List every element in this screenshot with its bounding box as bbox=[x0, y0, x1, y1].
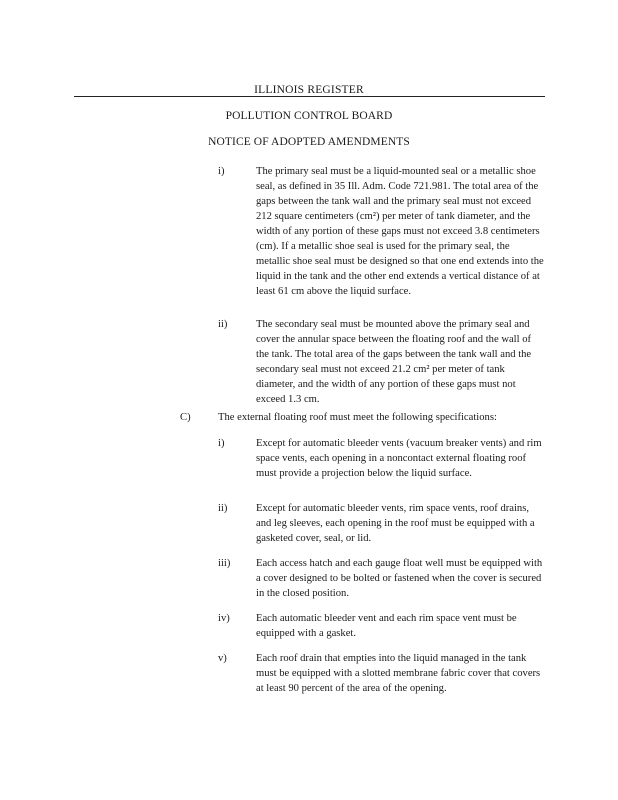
item-text: The secondary seal must be mounted above the primary seal and cover the annular space between the floating roof and the wall of the tank. The total area of the gaps between the tank wall and the secondary seal must not exceed 21.2 cm² per meter of tank diameter, and the width of any portion of these gaps must not exceed 1.3 cm. bbox=[256, 319, 532, 405]
subitem-marker: iv) bbox=[218, 613, 230, 624]
notice-title: NOTICE OF ADOPTED AMENDMENTS bbox=[208, 136, 410, 148]
subitem-marker: v) bbox=[218, 653, 227, 664]
subitem-text: Each access hatch and each gauge float well must be equipped with a cover designed to be bolted or fastened when the cover is secured in the closed position. bbox=[256, 558, 543, 599]
section-text: The external floating roof must meet the following specifications: bbox=[218, 412, 497, 423]
subitem-marker: i) bbox=[218, 438, 225, 449]
register-title: ILLINOIS REGISTER bbox=[254, 84, 364, 96]
subitem-marker: iii) bbox=[218, 558, 231, 569]
item-marker: ii) bbox=[218, 319, 228, 330]
subitem-text: Each automatic bleeder vent and each rim space vent must be equipped with a gasket. bbox=[256, 613, 517, 639]
subitem-text: Except for automatic bleeder vents, rim space vents, roof drains, and leg sleeves, each opening in the roof must be equipped with a gasketed cover, seal, or lid. bbox=[256, 503, 535, 544]
subitem-marker: ii) bbox=[218, 503, 228, 514]
subitem-text: Except for automatic bleeder vents (vacuum breaker vents) and rim space vents, each opening in a noncontact external floating roof must provide a projection below the liquid surface. bbox=[256, 438, 542, 479]
subitem-text: Each roof drain that empties into the liquid managed in the tank must be equipped with a slotted membrane fabric cover that covers at least 90 percent of the area of the opening. bbox=[256, 653, 541, 694]
header-divider bbox=[74, 96, 545, 97]
item-marker: i) bbox=[218, 166, 225, 177]
section-marker: C) bbox=[180, 412, 191, 423]
item-text: The primary seal must be a liquid-mounted seal or a metallic shoe seal, as defined in 35 Ill. Adm. Code 721.981. The total area of the gaps between the tank wall and the primary seal must not exceed 212 square centimeters (cm²) per meter of tank diameter, and the width of any portion of these gaps must not exceed 3.8 centimeters (cm). If a metallic shoe seal is used for the primary seal, the metallic shoe seal must be designed so that one end extends into the liquid in the tank and the other end extends a vertical distance of at least 61 cm above the liquid surface. bbox=[256, 166, 544, 297]
board-name: POLLUTION CONTROL BOARD bbox=[225, 110, 393, 122]
